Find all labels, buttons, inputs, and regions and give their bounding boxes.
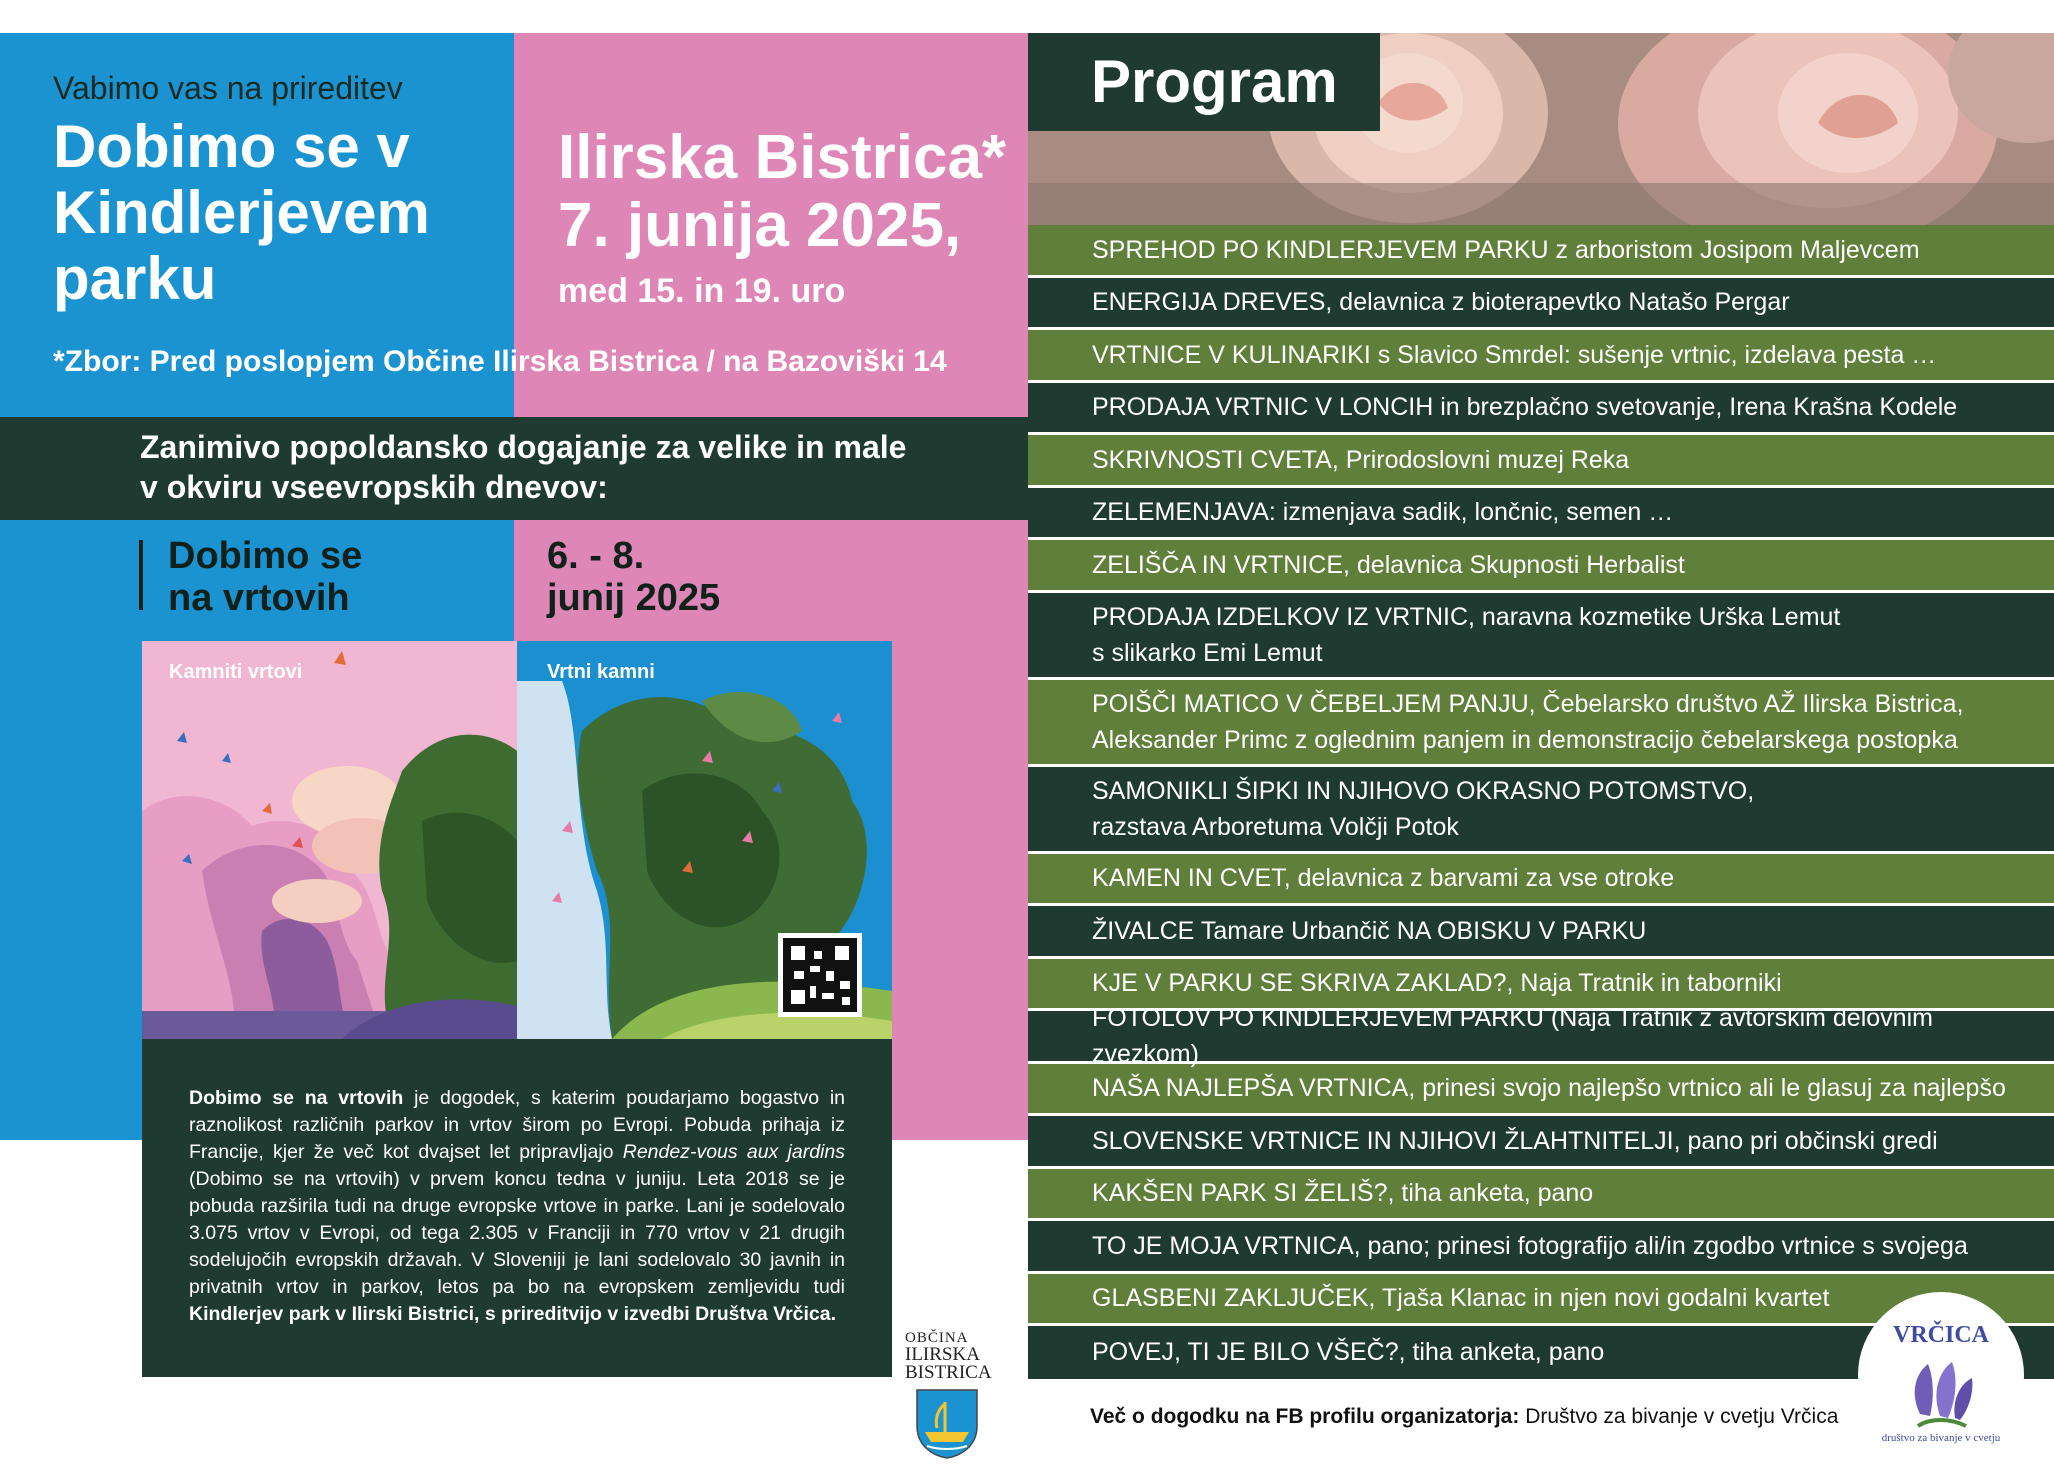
program-item — [1028, 767, 2054, 854]
gentian-flower-icon — [1900, 1354, 1980, 1434]
footer-normal: Društvo za bivanje v cvetju Vrčica — [1519, 1405, 1839, 1428]
poster-right-label: Vrtni kamni — [547, 661, 655, 683]
program-heading-box — [1028, 33, 1380, 131]
program-item-line: FOTOLOV PO KINDLERJEVEM PARKU (Naja Tratnik z avtorskim delovnim zvezkom) — [1092, 1003, 1933, 1068]
program-item-line: ENERGIJA DREVES, delavnica z bioterapevtko Natašo Pergar — [1092, 288, 1790, 317]
program-item-line: NAŠA NAJLEPŠA VRTNICA, prinesi svojo najlepšo vrtnico ali le glasuj za najlepšo — [1092, 1074, 2006, 1103]
program-item — [1028, 1064, 2054, 1117]
poster-art — [142, 641, 892, 1039]
poster-left-label: Kamniti vrtovi — [169, 661, 303, 683]
program-item-line: s slikarko Emi Lemut — [1092, 638, 1323, 667]
program-heading: Program — [1091, 48, 1338, 115]
date-text: 7. junija 2025, — [558, 191, 962, 260]
program-item — [1028, 488, 2054, 541]
event-location — [558, 124, 1006, 260]
time-text: med 15. in 19. uro — [558, 272, 846, 310]
meeting-point: *Zbor: Pred poslopjem Občine Ilirska Bistrica / na Bazoviški 14 — [53, 345, 947, 378]
event-dates-line-1: 6. - 8. — [547, 535, 645, 577]
description-part-2: (Dobimo se na vrtovih) v prvem koncu tedna v juniju. Leta 2018 se je pobuda razširila tudi na druge evropske vrtove in parke. Lani je sodelovalo 3.075 vrtov v Evropi, od tega 2.305 v Franciji in 770 vrtov v 21 drugih sodelujočih evropskih državah. V Sloveniji je lani sodelovalo 30 javnih in privatnih vrtov in parkov, letos pa bo na evropskem zemljevidu tudi — [189, 1168, 845, 1298]
program-item-line: VRTNICE V KULINARIKI s Slavico Smrdel: sušenje vrtnic, izdelava pesta … — [1092, 340, 1937, 369]
program-item — [1028, 1003, 2054, 1068]
description-closing: Kindlerjev park v Ilirski Bistrici, s prireditvijo v izvedbi Društva Vrčica. — [189, 1303, 837, 1325]
city-text: Ilirska Bistrica* — [558, 123, 1007, 192]
program-item-line: PRODAJA VRTNIC V LONCIH in brezplačno svetovanje, Irena Krašna Kodele — [1092, 393, 1958, 422]
band-line-1: Zanimivo popoldansko dogajanje za velike in male — [140, 429, 907, 465]
program-item-line: KAMEN IN CVET, delavnica z barvami za vse otroke — [1092, 864, 1675, 893]
program-item — [1028, 593, 2054, 680]
program-item-line: SAMONIKLI ŠIPKI IN NJIHOVO OKRASNO POTOMSTVO, — [1092, 776, 1755, 805]
description-text — [189, 1085, 845, 1328]
title-line-3: parku — [53, 245, 217, 312]
municipality-logo-line-2: ILIRSKA — [905, 1344, 980, 1365]
band-line-2: v okviru vseevropskih dnevov: — [140, 469, 608, 505]
program-item-line: SKRIVNOSTI CVETA, Prirodoslovni muzej Reka — [1092, 445, 1630, 474]
program-item — [1028, 906, 2054, 959]
footer-text — [1090, 1405, 1838, 1429]
invite-text: Vabimo vas na prireditev — [53, 70, 403, 106]
page-title — [53, 114, 430, 312]
poster-illustration — [142, 641, 892, 1039]
program-item-line: ZELIŠČA IN VRTNICE, delavnica Skupnosti Herbalist — [1092, 550, 1685, 579]
program-item-line: razstava Arboretuma Volčji Potok — [1092, 812, 1459, 841]
municipality-logo — [905, 1330, 1005, 1465]
program-item-line: TO JE MOJA VRTNICA, pano; prinesi fotografijo ali/in zgodbo vrtnice s svojega — [1092, 1231, 1968, 1260]
program-item — [1028, 680, 2054, 767]
program-item — [1028, 278, 2054, 331]
program-item-line: SLOVENSKE VRTNICE IN NJIHOVI ŽLAHTNITELJI, pano pri občinski gredi — [1092, 1126, 1938, 1155]
program-item — [1028, 330, 2054, 383]
program-item — [1028, 435, 2054, 488]
event-dates — [547, 535, 720, 619]
description-box — [142, 1039, 892, 1377]
program-item-line: GLASBENI ZAKLJUČEK, Tjaša Klanac in njen novi godalni kvartet — [1092, 1284, 1830, 1313]
program-item — [1028, 1221, 2054, 1274]
title-line-1: Dobimo se v — [53, 113, 410, 180]
program-item — [1028, 1169, 2054, 1222]
intro-band-text — [140, 427, 906, 507]
program-item — [1028, 854, 2054, 907]
footer-bold: Več o dogodku na FB profilu organizatorja: — [1090, 1405, 1520, 1428]
event-dates-line-2: junij 2025 — [547, 577, 721, 619]
program-item — [1028, 540, 2054, 593]
municipality-logo-line-1: OBČINA — [905, 1330, 969, 1346]
coat-of-arms-icon — [915, 1388, 979, 1460]
vrcica-logo-tagline: društvo za bivanje v cvetju — [1881, 1432, 2001, 1444]
program-item-line: ZELEMENJAVA: izmenjava sadik, lončnic, semen … — [1092, 498, 1674, 527]
event-name — [168, 535, 362, 619]
event-name-line-2: na vrtovih — [168, 577, 350, 619]
program-item-line: PRODAJA IZDELKOV IZ VRTNIC, naravna kozmetike Urška Lemut — [1092, 602, 1841, 631]
title-line-2: Kindlerjevem — [53, 179, 430, 246]
program-item-line: POVEJ, TI JE BILO VŠEČ?, tiha anketa, pano — [1092, 1338, 1605, 1367]
program-item — [1028, 383, 2054, 436]
program-item — [1028, 1116, 2054, 1169]
program-list — [1028, 225, 2054, 1379]
program-item-line: KAKŠEN PARK SI ŽELIŠ?, tiha anketa, pano — [1092, 1179, 1594, 1208]
program-item — [1028, 225, 2054, 278]
vrcica-logo-name: VRČICA — [1893, 1322, 1989, 1348]
program-item-line: KJE V PARKU SE SKRIVA ZAKLAD?, Naja Tratnik in taborniki — [1092, 969, 1782, 998]
program-item-line: SPREHOD PO KINDLERJEVEM PARKU z arboristom Josipom Maljevcem — [1092, 235, 1920, 264]
description-part-1: je dogodek, s katerim poudarjamo bogastvo in raznolikost različnih parkov in vrtov širom po Evropi. Pobuda prihaja iz Francije, kjer že več kot dvajset let pripravljajo — [189, 1087, 845, 1163]
program-item-line: POIŠČI MATICO V ČEBELJEM PANJU, Čebelarsko društvo AŽ Ilirska Bistrica, — [1092, 689, 1964, 718]
description-lead: Dobimo se na vrtovih — [189, 1087, 404, 1109]
municipality-logo-line-3: BISTRICA — [905, 1362, 992, 1383]
vrcica-logo — [1858, 1292, 2024, 1458]
event-name-divider — [139, 540, 143, 610]
description-italic: Rendez-vous aux jardins — [622, 1141, 845, 1163]
program-item-line: ŽIVALCE Tamare Urbančič NA OBISKU V PARKU — [1092, 916, 1647, 945]
event-name-line-1: Dobimo se — [168, 535, 363, 577]
program-item-line: Aleksander Primc z oglednim panjem in demonstracijo čebelarskega postopka — [1092, 725, 1958, 754]
